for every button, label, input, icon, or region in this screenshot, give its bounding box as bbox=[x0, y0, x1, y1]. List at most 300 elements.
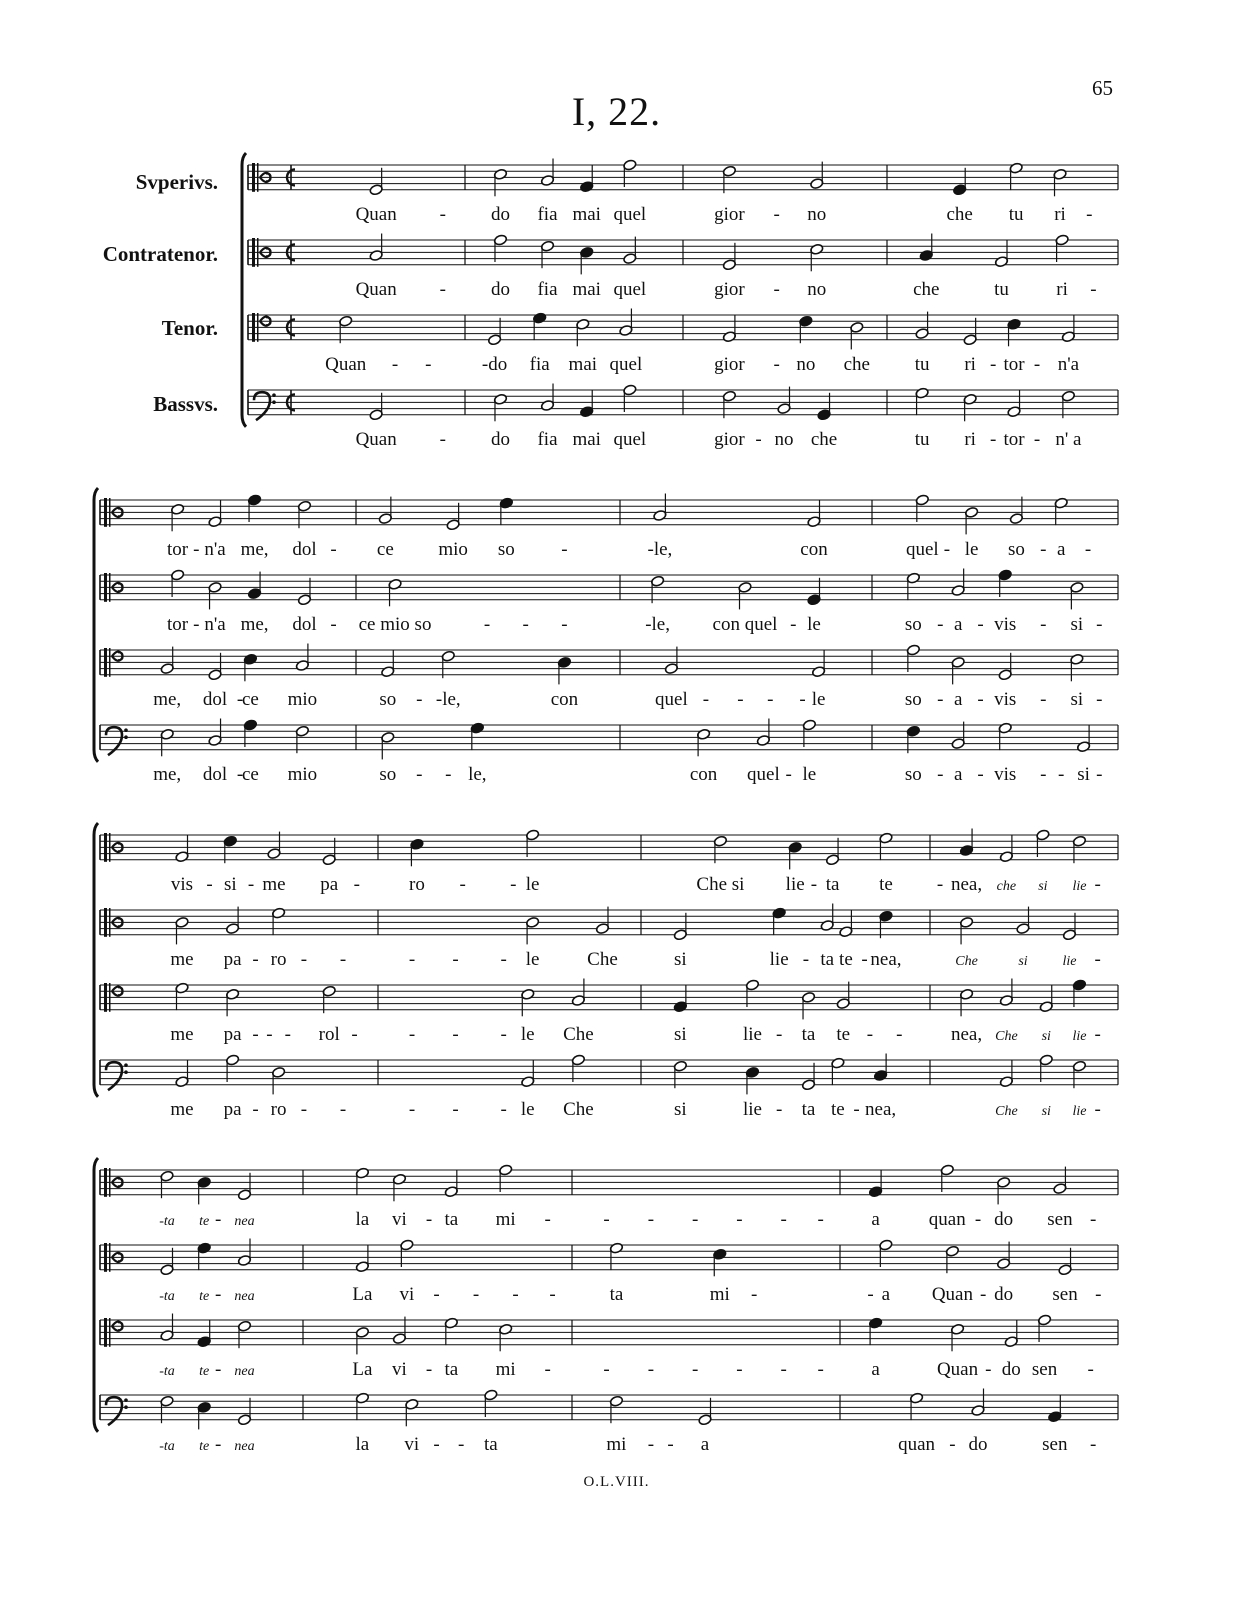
lyric-syllable: - bbox=[691, 1208, 699, 1230]
lyric-syllable: - bbox=[416, 688, 423, 710]
lyric-syllable: - bbox=[751, 1283, 758, 1305]
lyric-syllable: che bbox=[996, 878, 1017, 894]
lyric-syllable: fia bbox=[537, 278, 558, 300]
lyric-syllable: so bbox=[497, 538, 515, 560]
lyric-syllable: - bbox=[1040, 538, 1047, 560]
lyric-syllable: si bbox=[223, 873, 237, 895]
lyric-syllable: - bbox=[603, 1358, 610, 1380]
lyric-syllable: do bbox=[490, 203, 510, 225]
lyric-syllable: te bbox=[839, 948, 853, 970]
system-bracket bbox=[94, 823, 98, 1097]
lyric-syllable: - bbox=[408, 1023, 416, 1045]
lyric-syllable: -ta bbox=[159, 1438, 175, 1454]
lyric-syllable: - bbox=[330, 538, 337, 560]
lyric-syllable: - bbox=[977, 613, 984, 635]
lyric-syllable: vis bbox=[994, 613, 1017, 635]
c-clef-icon bbox=[104, 648, 107, 677]
lyric-syllable: - bbox=[433, 1283, 440, 1305]
lyric-syllable: - bbox=[773, 353, 780, 375]
lyric-syllable: - bbox=[977, 688, 984, 710]
c-clef-icon bbox=[104, 1168, 107, 1197]
lyric-syllable: - bbox=[214, 1433, 222, 1455]
lyric-syllable: so bbox=[379, 688, 397, 710]
lyric-syllable: te bbox=[879, 873, 893, 895]
lyric-syllable: a bbox=[871, 1358, 880, 1380]
lyric-syllable: - bbox=[736, 1208, 743, 1230]
lyric-syllable: mio bbox=[438, 538, 468, 560]
lyric-syllable: - bbox=[1040, 613, 1047, 635]
lyric-syllable: nea, bbox=[950, 873, 983, 895]
lyric-syllable: sen bbox=[1031, 1358, 1058, 1380]
lyric-syllable: - bbox=[817, 1208, 824, 1230]
lyric-syllable: - bbox=[561, 613, 568, 635]
lyric-syllable: Che bbox=[563, 1023, 594, 1045]
lyric-syllable: - bbox=[500, 1023, 507, 1045]
lyric-syllable: - bbox=[1033, 353, 1041, 375]
lyric-syllable: gior bbox=[714, 278, 745, 300]
lyric-syllable: La bbox=[352, 1358, 373, 1380]
lyric-syllable: - bbox=[1096, 613, 1103, 635]
c-clef-icon bbox=[109, 908, 111, 937]
c-clef-icon bbox=[104, 573, 107, 602]
lyric-syllable: si bbox=[1070, 688, 1084, 710]
lyric-syllable: lie bbox=[1072, 878, 1087, 894]
c-clef-icon bbox=[109, 833, 111, 862]
lyric-syllable: dol bbox=[202, 688, 228, 710]
c-clef-icon bbox=[257, 163, 259, 192]
lyric-syllable: - bbox=[896, 1023, 903, 1045]
lyric-syllable: mi bbox=[606, 1433, 627, 1455]
c-clef-icon bbox=[257, 238, 259, 267]
lyric-syllable: lie bbox=[742, 1023, 762, 1045]
lyric-syllable: le bbox=[520, 1023, 535, 1045]
lyric-syllable: con bbox=[550, 688, 579, 710]
lyric-syllable: me, bbox=[153, 763, 182, 785]
lyric-syllable: - bbox=[193, 613, 200, 635]
lyric-syllable: - bbox=[439, 203, 447, 225]
lyric-syllable: fia bbox=[537, 203, 558, 225]
lyric-syllable: - bbox=[214, 1208, 222, 1230]
lyric-syllable: - bbox=[867, 1283, 874, 1305]
lyric-syllable: vis bbox=[170, 873, 194, 895]
lyric-syllable: sen bbox=[1052, 1283, 1078, 1305]
lyric-syllable: mai bbox=[572, 203, 601, 225]
lyric-syllable: - bbox=[300, 948, 308, 970]
lyric-syllable: - bbox=[1096, 688, 1103, 710]
lyric-syllable: me bbox=[170, 1098, 194, 1120]
lyric-syllable: nea bbox=[234, 1438, 255, 1454]
lyric-syllable: vis bbox=[994, 688, 1017, 710]
lyric-syllable: ri bbox=[1054, 203, 1066, 225]
lyric-syllable: - bbox=[544, 1358, 551, 1380]
lyric-syllable: dol bbox=[292, 538, 317, 560]
lyric-syllable: - bbox=[544, 1208, 551, 1230]
lyric-syllable: - bbox=[937, 613, 944, 635]
lyric-syllable: - bbox=[977, 763, 984, 785]
lyric-syllable: n' a bbox=[1055, 428, 1082, 450]
lyric-syllable: - bbox=[425, 1358, 433, 1380]
c-clef-icon bbox=[109, 1243, 111, 1272]
lyric-syllable: a bbox=[871, 1208, 880, 1230]
lyric-syllable: - bbox=[647, 1358, 655, 1380]
lyric-syllable: - bbox=[853, 1098, 860, 1120]
lyric-syllable: nea, bbox=[865, 1098, 897, 1120]
lyric-syllable: - bbox=[647, 1433, 655, 1455]
lyric-syllable: - bbox=[773, 203, 780, 225]
lyric-syllable: - bbox=[252, 1098, 259, 1120]
lyric-syllable: pa bbox=[320, 873, 339, 895]
lyric-syllable: - bbox=[810, 873, 818, 895]
voice-label-tenor: Tenor. bbox=[161, 316, 218, 340]
c-clef-icon bbox=[104, 833, 107, 862]
lyric-syllable: no bbox=[807, 278, 827, 300]
lyric-syllable: vis bbox=[994, 763, 1017, 785]
lyric-syllable: con bbox=[689, 763, 718, 785]
lyric-syllable: quan bbox=[898, 1433, 936, 1455]
lyric-syllable: - bbox=[247, 873, 255, 895]
lyric-syllable: le bbox=[525, 873, 540, 895]
lyric-syllable: si bbox=[674, 948, 687, 970]
lyric-syllable: nea bbox=[234, 1363, 255, 1379]
lyric-syllable: lie bbox=[785, 873, 805, 895]
lyric-syllable: nea, bbox=[950, 1023, 983, 1045]
lyric-syllable: te bbox=[831, 1098, 845, 1120]
lyric-syllable: nea, bbox=[870, 948, 902, 970]
lyric-syllable: - bbox=[1090, 278, 1097, 300]
c-clef-icon bbox=[109, 573, 111, 602]
piece-title: I, 22. bbox=[571, 89, 662, 134]
lyric-syllable: -le, bbox=[435, 688, 461, 710]
lyric-syllable: Che bbox=[995, 1028, 1018, 1044]
lyric-syllable: ce mio so bbox=[358, 613, 432, 635]
lyric-syllable: le bbox=[525, 948, 540, 970]
lyric-syllable: tu bbox=[914, 353, 930, 375]
lyric-syllable: a bbox=[700, 1433, 710, 1455]
lyric-syllable: gior bbox=[714, 428, 745, 450]
lyric-syllable: do bbox=[1001, 1358, 1021, 1380]
lyric-syllable: a bbox=[953, 613, 963, 635]
lyric-syllable: - bbox=[214, 1283, 222, 1305]
lyric-syllable: ro bbox=[270, 1098, 287, 1120]
lyric-syllable: - bbox=[351, 1023, 358, 1045]
lyric-syllable: do bbox=[490, 428, 510, 450]
lyric-syllable: lie bbox=[742, 1098, 762, 1120]
lyric-syllable: mai bbox=[572, 278, 601, 300]
f-clef-icon bbox=[272, 393, 276, 397]
lyric-syllable: vi bbox=[392, 1358, 407, 1380]
lyric-syllable: tu bbox=[1008, 203, 1024, 225]
lyric-syllable: mai bbox=[568, 353, 598, 375]
lyric-syllable: rol bbox=[318, 1023, 340, 1045]
lyric-syllable: Quan bbox=[936, 1358, 979, 1380]
lyric-syllable: - bbox=[1094, 948, 1101, 970]
lyric-syllable: do bbox=[968, 1433, 988, 1455]
lyric-syllable: - bbox=[785, 763, 792, 785]
lyric-syllable: tor bbox=[1003, 353, 1025, 375]
lyric-syllable: vi bbox=[399, 1283, 415, 1305]
lyric-syllable: nea bbox=[234, 1213, 255, 1229]
lyric-syllable: tu bbox=[914, 428, 930, 450]
lyric-syllable: ta bbox=[801, 1023, 816, 1045]
lyric-syllable: do bbox=[994, 1283, 1014, 1305]
lyric-syllable: le bbox=[520, 1098, 535, 1120]
lyric-syllable: quel bbox=[613, 428, 647, 450]
lyric-syllable: tor bbox=[167, 613, 189, 635]
lyric-syllable: Che bbox=[955, 953, 978, 969]
lyric-syllable: - bbox=[979, 1283, 987, 1305]
lyric-syllable: - bbox=[472, 1283, 480, 1305]
lyric-syllable: - bbox=[667, 1433, 674, 1455]
lyric-syllable: vi bbox=[404, 1433, 420, 1455]
lyric-syllable: te bbox=[836, 1023, 851, 1045]
lyric-syllable: - bbox=[236, 688, 244, 710]
c-clef-icon bbox=[109, 498, 111, 527]
lyric-syllable: ce bbox=[241, 763, 259, 785]
lyric-syllable: ce bbox=[376, 538, 394, 560]
lyric-syllable: mi bbox=[495, 1358, 516, 1380]
lyric-syllable: Che bbox=[563, 1098, 594, 1120]
lyric-syllable: mi bbox=[495, 1208, 516, 1230]
lyric-syllable: n'a bbox=[204, 613, 226, 635]
f-clef-icon bbox=[124, 1063, 128, 1067]
lyric-syllable: gior bbox=[714, 203, 745, 225]
lyric-syllable: - bbox=[459, 873, 466, 895]
lyric-syllable: - bbox=[1040, 688, 1047, 710]
lyric-syllable: che bbox=[913, 278, 940, 300]
f-clef-icon bbox=[272, 400, 276, 404]
lyric-syllable: - bbox=[284, 1023, 291, 1045]
lyric-syllable: - bbox=[1094, 873, 1101, 895]
lyric-syllable: - bbox=[339, 1098, 347, 1120]
lyric-syllable: Quan bbox=[931, 1283, 973, 1305]
lyric-syllable: - bbox=[775, 1023, 783, 1045]
lyric-syllable: fia bbox=[537, 428, 558, 450]
lyric-syllable: - bbox=[339, 948, 347, 970]
lyric-syllable: - bbox=[561, 538, 568, 560]
lyric-syllable: - bbox=[1090, 1208, 1097, 1230]
lyric-syllable: - bbox=[780, 1208, 787, 1230]
lyric-syllable: me bbox=[170, 1023, 194, 1045]
lyric-syllable: si bbox=[674, 1023, 687, 1045]
lyric-syllable: no bbox=[774, 428, 794, 450]
lyric-syllable: so bbox=[904, 763, 922, 785]
f-clef-icon bbox=[124, 1405, 128, 1409]
lyric-syllable: mio bbox=[287, 763, 318, 785]
lyric-syllable: - bbox=[522, 613, 529, 635]
lyric-syllable: - bbox=[647, 1208, 655, 1230]
lyric-syllable: con bbox=[800, 538, 828, 560]
lyric-syllable: che bbox=[810, 428, 838, 450]
lyric-syllable: tor bbox=[167, 538, 189, 560]
lyric-syllable: me, bbox=[240, 613, 269, 635]
lyric-syllable: dol bbox=[292, 613, 317, 635]
lyric-syllable: - bbox=[1086, 203, 1093, 225]
lyric-syllable: quel bbox=[747, 763, 780, 785]
lyric-syllable: mai bbox=[572, 428, 601, 450]
f-clef-icon bbox=[124, 735, 128, 739]
lyric-syllable: - bbox=[445, 763, 452, 785]
lyric-syllable: ro bbox=[270, 948, 287, 970]
lyric-syllable: Quan bbox=[325, 353, 367, 375]
lyric-syllable: ri bbox=[1056, 278, 1068, 300]
lyric-syllable: te bbox=[199, 1363, 210, 1379]
lyric-syllable: si bbox=[674, 1098, 687, 1120]
lyric-syllable: te bbox=[199, 1288, 210, 1304]
f-clef-icon bbox=[124, 1398, 128, 1402]
lyric-syllable: do bbox=[490, 278, 510, 300]
voice-label-superius: Svperivs. bbox=[135, 170, 218, 194]
lyric-syllable: - bbox=[755, 428, 762, 450]
c-clef-icon bbox=[104, 908, 107, 937]
lyric-syllable: lie bbox=[1062, 953, 1077, 969]
lyric-syllable: - bbox=[1058, 763, 1065, 785]
lyric-syllable: me bbox=[262, 873, 286, 895]
lyric-syllable: - bbox=[512, 1283, 519, 1305]
lyric-syllable: sen bbox=[1042, 1433, 1068, 1455]
lyric-syllable: - bbox=[452, 1023, 459, 1045]
voice-label-bassus: Bassvs. bbox=[153, 392, 218, 416]
lyric-syllable: - bbox=[266, 1023, 273, 1045]
lyric-syllable: - bbox=[790, 613, 797, 635]
lyric-syllable: a bbox=[953, 688, 963, 710]
lyric-syllable: quel bbox=[609, 353, 643, 375]
lyric-syllable: ce bbox=[241, 688, 259, 710]
lyric-syllable: ta bbox=[483, 1433, 498, 1455]
lyric-syllable: - bbox=[780, 1358, 787, 1380]
c-clef-icon bbox=[252, 313, 255, 342]
lyric-syllable: - bbox=[391, 353, 399, 375]
lyric-syllable: -ta bbox=[159, 1363, 175, 1379]
lyric-syllable: la bbox=[355, 1433, 370, 1455]
lyric-syllable: - bbox=[500, 948, 507, 970]
lyric-syllable: so bbox=[904, 688, 922, 710]
lyric-syllable: quel bbox=[655, 688, 688, 710]
lyric-syllable: - bbox=[773, 278, 780, 300]
lyric-syllable: - bbox=[775, 1098, 783, 1120]
lyric-syllable: - bbox=[866, 1023, 874, 1045]
c-clef-icon bbox=[104, 1243, 107, 1272]
c-clef-icon bbox=[257, 313, 259, 342]
lyric-syllable: si bbox=[1077, 763, 1090, 785]
lyric-syllable: - bbox=[425, 1208, 433, 1230]
lyric-syllable: - bbox=[943, 538, 951, 560]
lyric-syllable: Quan bbox=[355, 428, 397, 450]
lyric-syllable: - bbox=[1084, 538, 1092, 560]
lyric-syllable: - bbox=[193, 538, 200, 560]
lyric-syllable: le bbox=[964, 538, 979, 560]
lyric-syllable: me bbox=[170, 948, 194, 970]
lyric-syllable: ri bbox=[964, 353, 976, 375]
lyric-syllable: pa bbox=[223, 948, 242, 970]
lyric-syllable: lie bbox=[1072, 1103, 1087, 1119]
lyric-syllable: lie bbox=[1072, 1028, 1087, 1044]
c-clef-icon bbox=[252, 163, 255, 192]
lyric-syllable: - bbox=[439, 428, 447, 450]
lyric-syllable: no bbox=[807, 203, 827, 225]
lyric-syllable: ro bbox=[409, 873, 425, 895]
lyric-syllable: - bbox=[408, 948, 416, 970]
lyric-syllable: le bbox=[807, 613, 821, 635]
lyric-syllable: - bbox=[425, 353, 432, 375]
f-clef-icon bbox=[124, 1070, 128, 1074]
lyric-syllable: - bbox=[433, 1433, 440, 1455]
lyric-syllable: pa bbox=[223, 1023, 242, 1045]
lyric-syllable: - bbox=[974, 1208, 982, 1230]
lyric-syllable: n'a bbox=[204, 538, 226, 560]
lyric-syllable: - bbox=[936, 873, 944, 895]
lyric-syllable: Quan bbox=[355, 278, 397, 300]
lyric-syllable: La bbox=[352, 1283, 373, 1305]
lyric-syllable: si bbox=[1018, 953, 1028, 969]
c-clef-icon bbox=[104, 498, 107, 527]
lyric-syllable: vi bbox=[392, 1208, 407, 1230]
lyric-syllable: - bbox=[802, 948, 810, 970]
lyric-syllable: mio bbox=[287, 688, 318, 710]
lyric-syllable: Quan bbox=[355, 203, 397, 225]
lyric-syllable: - bbox=[937, 763, 944, 785]
lyric-syllable: - bbox=[767, 688, 774, 710]
lyric-syllable: - bbox=[439, 278, 447, 300]
lyric-syllable: - bbox=[702, 688, 710, 710]
c-clef-icon bbox=[109, 983, 111, 1012]
lyric-syllable: - bbox=[500, 1098, 507, 1120]
lyric-syllable: ta bbox=[609, 1283, 624, 1305]
lyric-syllable: - bbox=[330, 613, 337, 635]
lyric-syllable: - bbox=[1094, 1023, 1101, 1045]
lyric-syllable: ta bbox=[825, 873, 840, 895]
lyric-syllable: - bbox=[1040, 763, 1047, 785]
lyric-syllable: quan bbox=[928, 1208, 966, 1230]
lyric-syllable: - bbox=[989, 353, 997, 375]
lyric-syllable: - bbox=[1087, 1358, 1094, 1380]
lyric-syllable: - bbox=[458, 1433, 465, 1455]
lyric-syllable: - bbox=[937, 688, 944, 710]
system-bracket bbox=[242, 153, 246, 427]
lyric-syllable: si bbox=[1070, 613, 1084, 635]
lyric-syllable: no bbox=[796, 353, 816, 375]
system-bracket bbox=[94, 488, 98, 762]
lyric-syllable: si bbox=[1041, 1028, 1051, 1044]
lyric-syllable: ta bbox=[444, 1208, 459, 1230]
lyric-syllable: - bbox=[1090, 1433, 1097, 1455]
lyric-syllable: ri bbox=[964, 428, 976, 450]
lyric-syllable: Che bbox=[587, 948, 618, 970]
lyric-syllable: so bbox=[379, 763, 397, 785]
lyric-syllable: - bbox=[861, 948, 868, 970]
lyric-syllable: con quel bbox=[712, 613, 778, 635]
lyric-syllable: Che bbox=[995, 1103, 1018, 1119]
lyric-syllable: - bbox=[408, 1098, 416, 1120]
lyric-syllable: a bbox=[953, 763, 963, 785]
lyric-syllable: si bbox=[1041, 1103, 1051, 1119]
lyric-syllable: sen bbox=[1047, 1208, 1073, 1230]
lyric-syllable: - bbox=[353, 873, 360, 895]
c-clef-icon bbox=[104, 983, 107, 1012]
lyric-syllable: me, bbox=[240, 538, 269, 560]
lyric-syllable: mi bbox=[709, 1283, 730, 1305]
lyric-syllable: tor bbox=[1003, 428, 1025, 450]
lyric-syllable: - bbox=[549, 1283, 556, 1305]
lyric-syllable: a bbox=[881, 1283, 891, 1305]
lyric-syllable: - bbox=[206, 873, 213, 895]
voice-label-contratenor: Contratenor. bbox=[102, 242, 218, 266]
c-clef-icon bbox=[252, 238, 255, 267]
lyric-syllable: - bbox=[1096, 763, 1103, 785]
lyric-syllable: - bbox=[300, 1098, 308, 1120]
lyric-syllable: - bbox=[985, 1358, 992, 1380]
lyric-syllable: - bbox=[691, 1358, 699, 1380]
lyric-syllable: so bbox=[904, 613, 922, 635]
